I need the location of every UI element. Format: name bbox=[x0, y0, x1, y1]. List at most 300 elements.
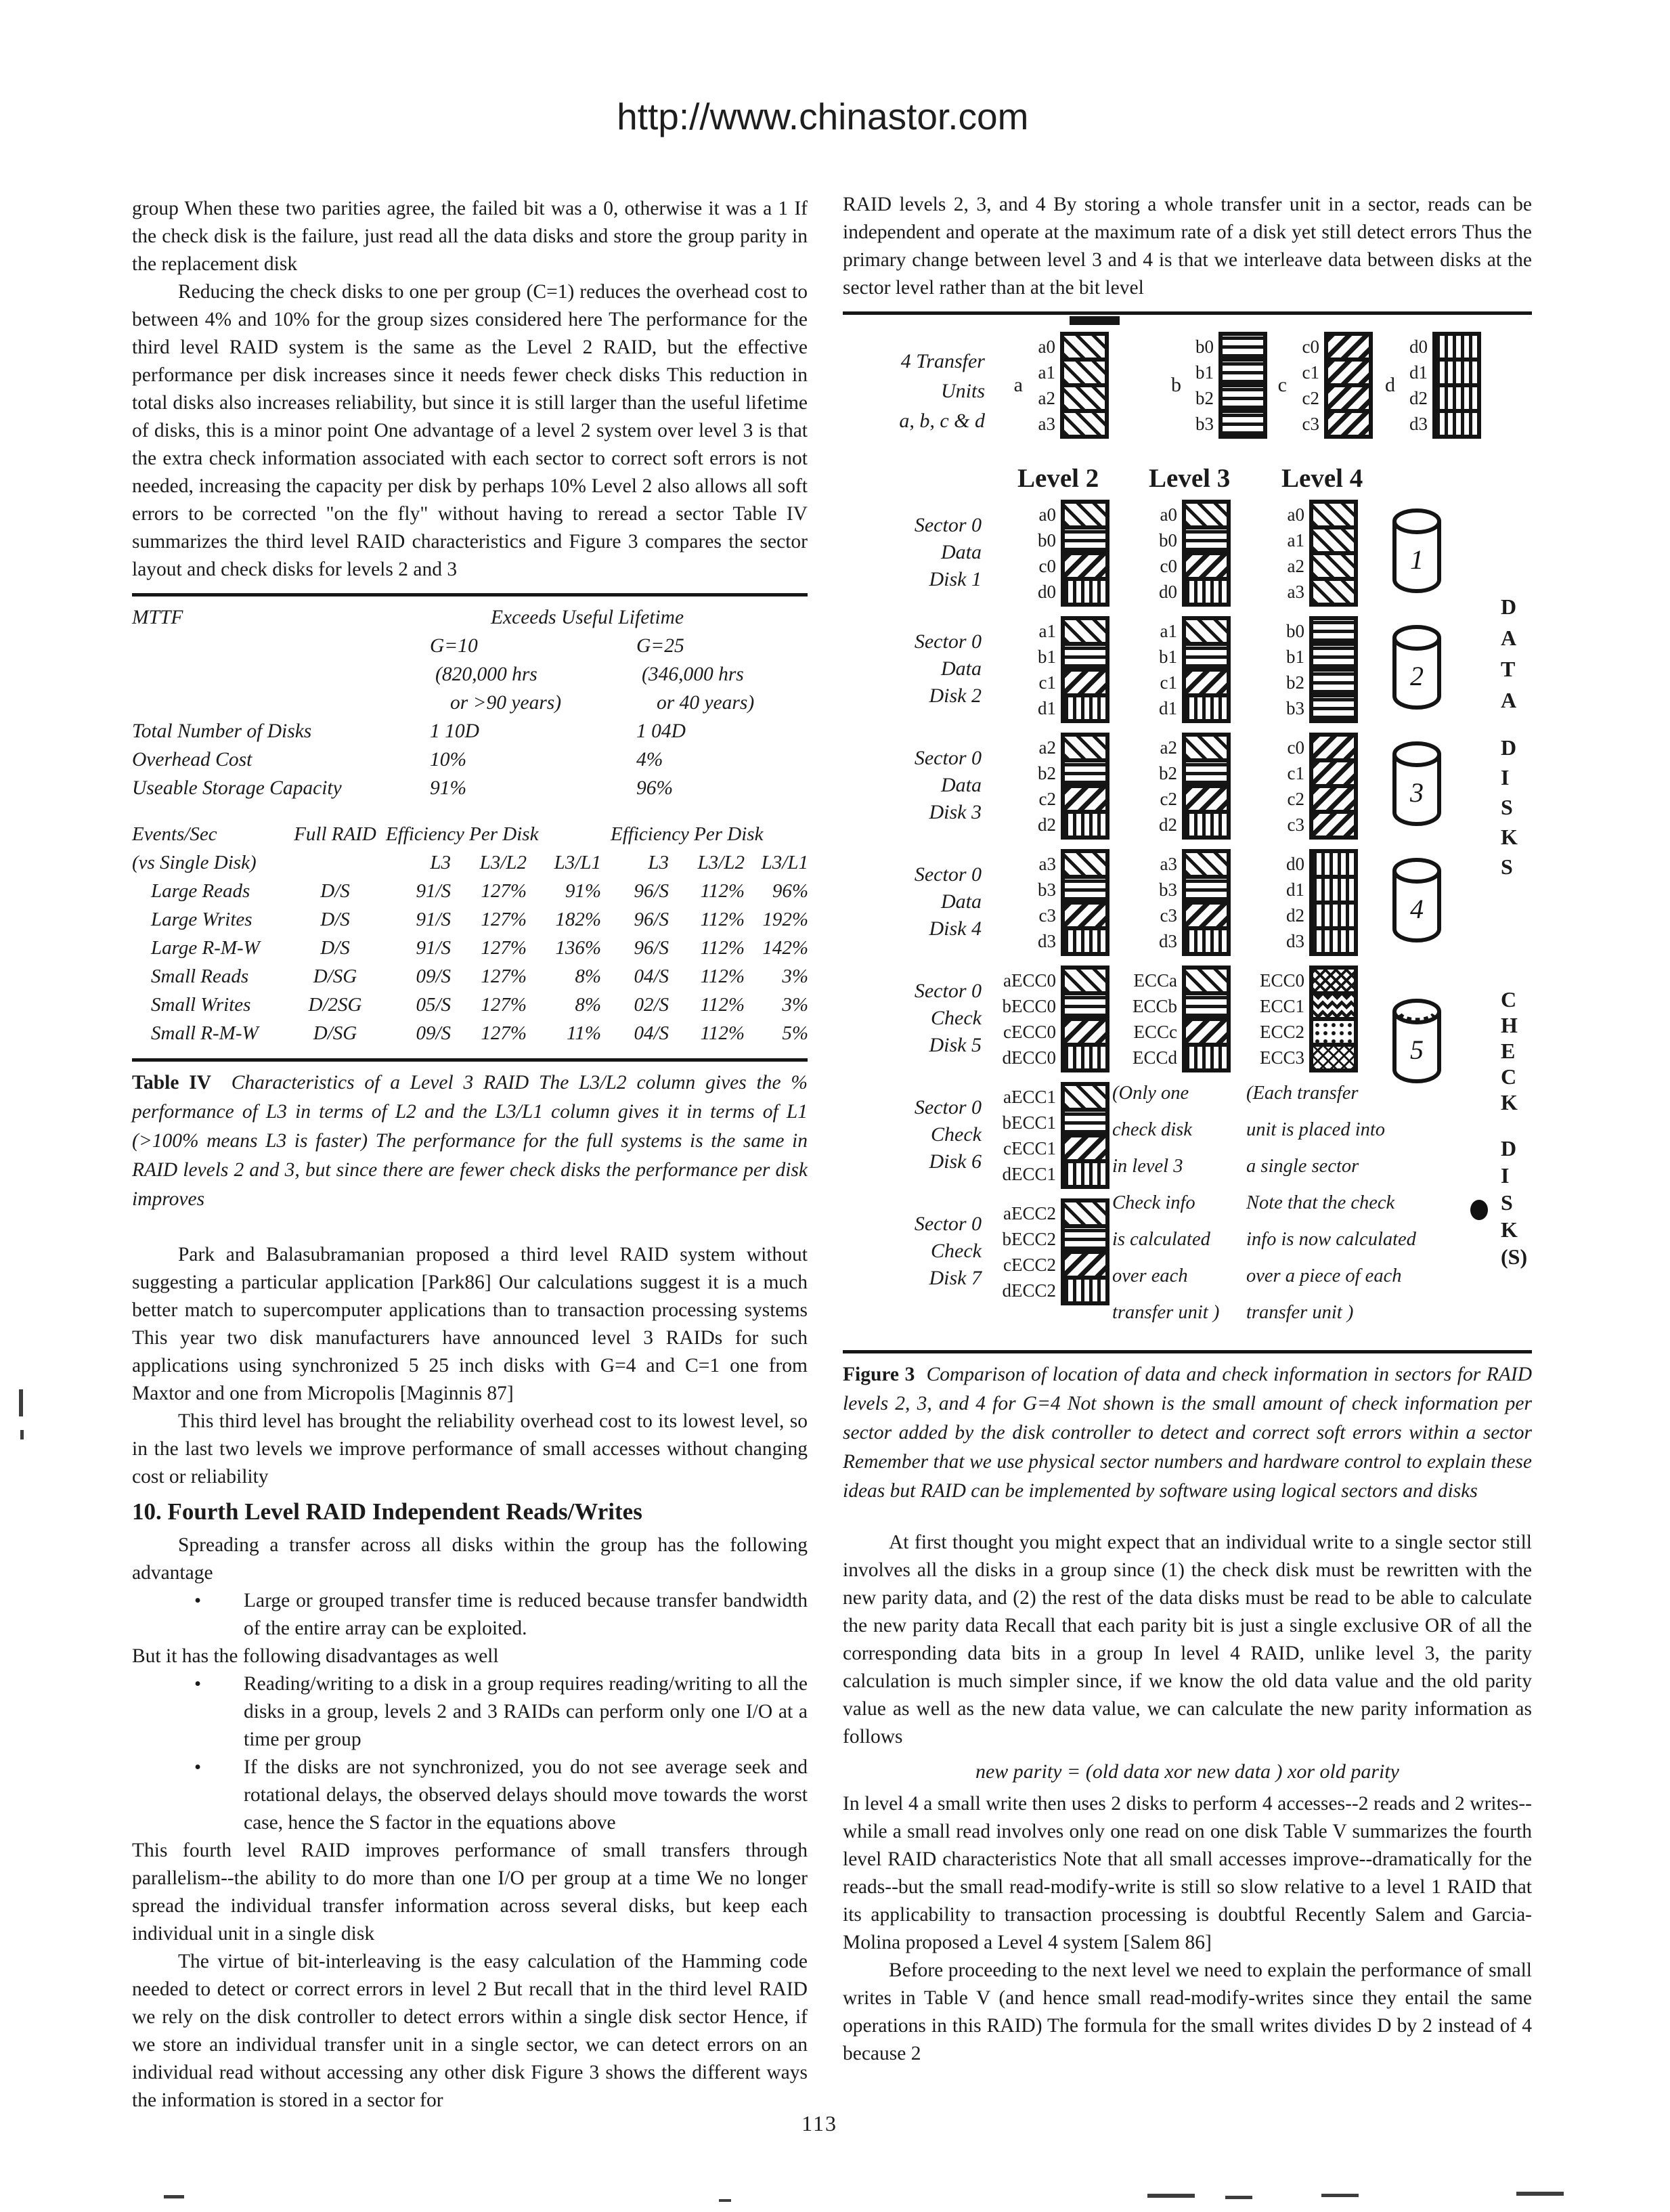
disk-cylinder-3 bbox=[1390, 739, 1444, 835]
sector-cell-label: b2 bbox=[1159, 762, 1177, 783]
transfer-units-diagram bbox=[843, 329, 1532, 463]
header-url: http://www.chinastor.com bbox=[617, 95, 1029, 137]
event-value: D/S bbox=[320, 880, 350, 902]
event-value: 91/S bbox=[416, 937, 451, 959]
table-iv-events-row bbox=[132, 934, 808, 962]
event-value: 112% bbox=[700, 880, 745, 902]
sector-cell-label: c2 bbox=[1287, 788, 1304, 809]
sector-cell-label: b1 bbox=[1159, 646, 1177, 667]
row-label-line: Sector 0 bbox=[914, 630, 982, 653]
transfer-stack-d bbox=[1399, 332, 1481, 439]
bullet-item bbox=[132, 1670, 808, 1754]
paragraph: This third level has brought the reliability overhead cost to its lowest level, so in the last two levels we improve performance of small accesses without changing cost or reliability bbox=[132, 1410, 808, 1488]
sector-cell-label: bECC2 bbox=[1002, 1228, 1056, 1249]
bullet-text: Large or grouped transfer time is reduced because transfer bandwidth of the entire array can be exploited. bbox=[244, 1590, 808, 1639]
table-iv-events-row bbox=[132, 905, 808, 934]
level3-stack bbox=[1115, 733, 1231, 840]
disks-label-letter: I bbox=[1501, 765, 1510, 789]
disks-label-letter: S bbox=[1501, 795, 1513, 819]
sector-cell-label: c3 bbox=[1038, 905, 1056, 926]
transfer-unit-group-b bbox=[1162, 332, 1267, 439]
check-label-letter: K bbox=[1501, 1090, 1518, 1114]
level3-stack bbox=[1115, 500, 1231, 607]
event-value: 127% bbox=[481, 1022, 527, 1044]
sector-cell-b3 bbox=[1309, 693, 1358, 723]
scan-artifact bbox=[1516, 2192, 1564, 2196]
row-label-line: Check bbox=[931, 1123, 982, 1146]
level2-stack bbox=[988, 616, 1109, 723]
sector-cell-label: ECC3 bbox=[1259, 1047, 1304, 1068]
event-value: 96/S bbox=[634, 909, 669, 930]
row-label-line: Sector 0 bbox=[914, 980, 982, 1002]
sector-cell-label: ECC2 bbox=[1259, 1021, 1304, 1042]
annotation-line: check disk bbox=[1112, 1119, 1192, 1140]
row-label-line: Sector 0 bbox=[914, 1096, 982, 1119]
bullet-item bbox=[132, 1754, 808, 1837]
event-value: 05/S bbox=[416, 994, 451, 1016]
events-rows bbox=[132, 877, 808, 1047]
sector-cell-label: c0 bbox=[1302, 336, 1319, 357]
data-label-letter: T bbox=[1501, 657, 1516, 681]
subcol: L3/L2 bbox=[697, 852, 745, 873]
figure-rule bbox=[843, 1350, 1532, 1353]
level-headers bbox=[843, 463, 1532, 500]
sector-cell-label: d2 bbox=[1159, 814, 1177, 835]
event-label: Large R-M-W bbox=[151, 937, 260, 959]
sector-cell-label: b2 bbox=[1038, 762, 1056, 783]
efficiency-header: Efficiency Per Disk bbox=[386, 823, 539, 845]
paragraph: group When these two parities agree, the failed bit was a 0, otherwise it was a 1 If the check disk is the failure, just read all the data disks and store the group parity in the replacement disk bbox=[132, 198, 808, 275]
label-line: 4 Transfer bbox=[900, 350, 985, 372]
event-value: 136% bbox=[555, 937, 601, 959]
row-label bbox=[843, 628, 982, 710]
sector-cell-pair bbox=[1115, 810, 1231, 840]
sector-cell-label: b2 bbox=[1286, 672, 1304, 693]
row-label bbox=[843, 861, 982, 942]
sector-cell-pair bbox=[988, 1043, 1109, 1072]
sector-cell-label: b2 bbox=[1195, 387, 1214, 408]
level-4-header: Level 4 bbox=[1281, 464, 1363, 493]
scan-artifact bbox=[719, 2199, 731, 2202]
svg-text:3: 3 bbox=[1410, 777, 1424, 808]
parity-formula: new parity = (old data xor new data ) xor old parity bbox=[975, 1760, 1399, 1783]
disks-label-letter: S bbox=[1501, 854, 1513, 879]
mttf-g10-years: or >90 years) bbox=[450, 692, 562, 714]
sector-cell-label: a0 bbox=[1287, 504, 1304, 525]
sector-cell-d1 bbox=[1182, 693, 1231, 723]
sector-cell-label: b1 bbox=[1286, 646, 1304, 667]
sector-cell-label: b3 bbox=[1038, 879, 1056, 900]
paragraph: Before proceeding to the next level we need to explain the performance of small writes in Table V (and hence small read-modify-writes since they entail the same operations in this RAID) The formula for the small writes divides D by 2 instead of 4 because 2 bbox=[843, 1959, 1532, 2064]
scan-artifact bbox=[20, 1430, 24, 1439]
disks-label-letter: K bbox=[1501, 825, 1518, 849]
event-value: 09/S bbox=[416, 1022, 451, 1044]
section-heading: 10. Fourth Level RAID Independent Reads/Writes bbox=[132, 1498, 642, 1525]
paragraph: This fourth level RAID improves performance of small transfers through parallelism--the ability to do more than one I/O per group at a time We no longer spread the individual transfer information across several disks, but keep each individual unit in a single disk bbox=[132, 1840, 808, 1945]
event-value: 112% bbox=[700, 994, 745, 1016]
annotation-line: Check info bbox=[1112, 1192, 1195, 1213]
row-label-line: Data bbox=[941, 890, 982, 913]
event-value: 8% bbox=[575, 994, 601, 1016]
annotation-line: a single sector bbox=[1246, 1156, 1359, 1177]
sector-cell-d3 bbox=[1182, 926, 1231, 956]
sector-cell-label: d3 bbox=[1038, 930, 1056, 951]
row-label bbox=[843, 1094, 982, 1175]
table-iv-events-row bbox=[132, 877, 808, 905]
event-label: Large Writes bbox=[151, 909, 252, 930]
sector-cell-label: cECC2 bbox=[1003, 1254, 1056, 1275]
mttf-row-label: Total Number of Disks bbox=[132, 720, 312, 742]
scan-artifact bbox=[1470, 1200, 1488, 1220]
disks-label-letter: (S) bbox=[1501, 1244, 1528, 1269]
paragraph: In level 4 a small write then uses 2 disks to perform 4 accesses--2 reads and 2 writes--while a small read involves only one read on one disk Table V summarizes the fourth level RAID characteristics Note that all small accesses improve--dramatically for the reads--but the small read-modify-write is still so slow relative to a level 1 RAID that its applicability to transaction processing is doubtful Recently Salem and Garcia-Molina proposed a Level 4 system [Salem 86] bbox=[843, 1793, 1532, 1953]
data-label-letter: D bbox=[1501, 594, 1517, 619]
event-value: 91% bbox=[565, 880, 601, 902]
table-rule bbox=[132, 593, 808, 597]
annotation-line: info is now calculated bbox=[1246, 1229, 1416, 1250]
sector-cell-label: a2 bbox=[1287, 555, 1304, 576]
svg-text:5: 5 bbox=[1410, 1035, 1424, 1065]
sector-cell-pair bbox=[988, 810, 1109, 840]
sector-cell-label: d3 bbox=[1159, 930, 1177, 951]
sector-cell-c3 bbox=[1309, 810, 1358, 840]
event-value: 8% bbox=[575, 966, 601, 987]
annotation-line: Note that the check bbox=[1246, 1192, 1395, 1213]
level3-annotation bbox=[1112, 1075, 1251, 1331]
event-label: Small Reads bbox=[151, 966, 249, 987]
level2-stack bbox=[988, 1082, 1109, 1189]
mttf-table bbox=[132, 603, 808, 802]
sector-cell-label: b0 bbox=[1195, 336, 1214, 357]
table-iv-events-row bbox=[132, 962, 808, 991]
sector-cell-label: b1 bbox=[1038, 646, 1056, 667]
caption-label: Table IV bbox=[132, 1072, 212, 1093]
row-label-line: Disk 6 bbox=[929, 1150, 982, 1173]
paragraph: The virtue of bit-interleaving is the easy calculation of the Hamming code needed to detect or correct errors in level 2 But recall that in the third level RAID we rely on the disk controller to detect errors within a single disk sector Hence, if we store an individual transfer unit in a single sector, we can detect errors on an individual read without accessing any other disk Figure 3 shows the different ways the information is stored in a sector for bbox=[132, 1951, 808, 2111]
mttf-g25-hrs: (346,000 hrs bbox=[642, 664, 744, 685]
disks-label-letter: D bbox=[1501, 1136, 1517, 1161]
events-col-header: Events/Sec bbox=[132, 823, 217, 845]
level4-stack bbox=[1246, 966, 1358, 1072]
mttf-row-value: 1 10D bbox=[430, 720, 479, 742]
sector-cell-d3 bbox=[1432, 409, 1481, 439]
event-value: 96% bbox=[772, 880, 808, 902]
row-label-line: Disk 1 bbox=[929, 568, 982, 590]
disks-label-letter: K bbox=[1501, 1217, 1518, 1242]
level2-stack bbox=[988, 966, 1109, 1072]
svg-text:4: 4 bbox=[1410, 894, 1424, 924]
sector-cell-label: dECC2 bbox=[1002, 1280, 1056, 1301]
sector-cell-label: d1 bbox=[1159, 697, 1177, 718]
subcol: L3/L2 bbox=[479, 852, 527, 873]
mttf-header: Exceeds Useful Lifetime bbox=[491, 607, 684, 628]
sector-cell-pair bbox=[1246, 693, 1358, 723]
sector-cell-pair bbox=[1115, 577, 1231, 607]
event-value: 127% bbox=[481, 909, 527, 930]
disk-cylinder-4 bbox=[1390, 856, 1444, 951]
sector-cell-label: c3 bbox=[1160, 905, 1177, 926]
sector-cell-pair bbox=[988, 1159, 1109, 1189]
table-iv-events-row bbox=[132, 991, 808, 1019]
row-label-line: Disk 2 bbox=[929, 685, 982, 707]
sector-cell-label: a1 bbox=[1038, 620, 1056, 641]
sector-cell-label: c2 bbox=[1302, 387, 1319, 408]
mttf-row-value: 91% bbox=[430, 777, 467, 799]
event-value: D/S bbox=[320, 909, 350, 930]
figure-row-disk-4 bbox=[843, 849, 1532, 963]
sector-cell-pair bbox=[1246, 577, 1358, 607]
transfer-stack-b bbox=[1185, 332, 1267, 439]
sector-cell-label: d2 bbox=[1286, 905, 1304, 926]
sector-cell-label: ECCa bbox=[1133, 970, 1177, 991]
event-value: 112% bbox=[700, 909, 745, 930]
event-value: 91/S bbox=[416, 880, 451, 902]
level2-stack bbox=[988, 733, 1109, 840]
event-value: 11% bbox=[566, 1022, 601, 1044]
event-value: 182% bbox=[555, 909, 601, 930]
sector-cell-label: ECC0 bbox=[1259, 970, 1304, 991]
event-value: D/SG bbox=[313, 1022, 357, 1044]
row-label-line: Data bbox=[941, 774, 982, 796]
sector-cell-label: b3 bbox=[1286, 697, 1304, 718]
sector-cell-label: a2 bbox=[1038, 737, 1056, 758]
row-label-line: Disk 5 bbox=[929, 1034, 982, 1056]
disks-label-letter: D bbox=[1501, 735, 1517, 760]
event-value: 5% bbox=[782, 1022, 808, 1044]
paragraph: At first thought you might expect that an individual write to a single sector still involves all the disks in a group since (1) the check disk must be rewritten with the new parity data, and (2) the rest of the data disks must be read to be able to calculate the new parity data Recall that each parity bit is just a single exclusive OR of all the corresponding data bits in a group In level 4 RAID, unlike level 3, the parity calculation is much simpler since, if we know the old data value and the old parity value as well as the new data value, we can calculate the new parity information as follows bbox=[843, 1532, 1532, 1748]
row-label-line: Data bbox=[941, 541, 982, 563]
event-value: 127% bbox=[481, 880, 527, 902]
sector-cell-label: c0 bbox=[1160, 555, 1177, 576]
subcol: L3 bbox=[430, 852, 451, 873]
row-label-line: Sector 0 bbox=[914, 1213, 982, 1235]
sector-cell-label: bECC0 bbox=[1002, 995, 1056, 1016]
caption-text: Comparison of location of data and check information in sectors for RAID levels 2, 3, and 4 for G=4 Not shown is the small amount of check information per sector added by the disk controller to detect and correct soft errors within a sector Remember that we use physical sector numbers and hardware control to explain these ideas but RAID can be implemented by software using logical sectors and disks bbox=[843, 1364, 1533, 1502]
bullet-item bbox=[132, 1587, 808, 1643]
level4-stack bbox=[1246, 849, 1358, 956]
sector-cell-label: a1 bbox=[1038, 362, 1055, 383]
sector-cell-label: c0 bbox=[1287, 737, 1304, 758]
mttf-g25: G=25 bbox=[636, 635, 684, 657]
event-value: 112% bbox=[700, 966, 745, 987]
sector-cell-label: a0 bbox=[1160, 504, 1177, 525]
annotation-line: over a piece of each bbox=[1246, 1265, 1402, 1286]
level-3-header: Level 3 bbox=[1149, 464, 1231, 493]
caption-text: Characteristics of a Level 3 RAID The L3/L2 column gives the % performance of L3 in terms of L2 and the L3/L1 column gives it in terms of L1 (>100% means L3 is faster) The performance for the full systems is the same in RAID levels 2 and 3, but since there are fewer check disks the performance per disk improves bbox=[132, 1072, 808, 1210]
sector-cell-d1 bbox=[1061, 693, 1109, 723]
paragraph: Reducing the check disks to one per group (C=1) reduces the overhead cost to between 4% and 10% for the group sizes considered here The performance for the third level RAID system is the same as the Level 2 RAID, but the effective performance per disk increases since it needs fewer check disks This reduction in total disks also increases reliability, but since it is still larger than the useful lifetime of disks, this is a minor point One advantage of a level 2 system over level 3 is that the extra check information associated with each sector to correct soft errors is not needed, increasing the capacity per disk by perhaps 10% Level 2 also allows all soft errors to be corrected "on the fly" without having to reread a sector Table IV summarizes the third level RAID characteristics and Figure 3 compares the sector layout and check disks for levels 2 and 3 bbox=[132, 281, 808, 580]
sector-cell-label: a1 bbox=[1160, 620, 1177, 641]
sector-cell-label: a2 bbox=[1160, 737, 1177, 758]
level4-stack bbox=[1246, 616, 1358, 723]
mttf-row-label: Useable Storage Capacity bbox=[132, 777, 342, 799]
sector-cell-label: dECC1 bbox=[1002, 1163, 1056, 1184]
sector-cell-label: c1 bbox=[1160, 672, 1177, 693]
event-value: 96/S bbox=[634, 937, 669, 959]
figure-row-disk-2 bbox=[843, 616, 1532, 730]
annotation-line: is calculated bbox=[1112, 1229, 1210, 1250]
sector-cell-pair bbox=[1115, 926, 1231, 956]
subcol: L3/L1 bbox=[761, 852, 808, 873]
row-label bbox=[843, 978, 982, 1059]
row-label-line: Disk 4 bbox=[929, 917, 982, 940]
sector-cell-d2 bbox=[1182, 810, 1231, 840]
transfer-stack-a bbox=[1027, 332, 1109, 439]
mttf-g10-hrs: (820,000 hrs bbox=[435, 664, 537, 685]
mttf-row-value: 96% bbox=[636, 777, 674, 799]
sector-cell-dECC2 bbox=[1061, 1276, 1109, 1305]
paragraph: Park and Balasubramanian proposed a third level RAID system without suggesting a particular application [Park86] Our calculations suggest it is a much better match to supercomputer applications than to transaction processing systems This year two disk manufacturers have announced level 3 RAIDs for such applications using synchronized 5 25 inch disks with G=4 and C=1 one from Maxtor and one from Micropolis [Maginnis 87] bbox=[132, 1244, 808, 1404]
sector-cell-a3 bbox=[1060, 409, 1109, 439]
row-label bbox=[843, 1211, 982, 1292]
mttf-row-value: 4% bbox=[636, 749, 663, 771]
sector-cell-d0 bbox=[1182, 577, 1231, 607]
disk-cylinder-2 bbox=[1390, 623, 1444, 718]
check-label-letter: C bbox=[1501, 987, 1517, 1012]
mttf-row-label: Overhead Cost bbox=[132, 749, 252, 771]
sector-cell-label: c1 bbox=[1287, 762, 1304, 783]
event-value: 09/S bbox=[416, 966, 451, 987]
sector-cell-label: b3 bbox=[1159, 879, 1177, 900]
sector-cell-label: aECC0 bbox=[1003, 970, 1056, 991]
check-label-letter: H bbox=[1501, 1013, 1518, 1037]
row-label bbox=[843, 512, 982, 593]
sector-cell-label: a3 bbox=[1038, 853, 1056, 874]
events-col-header: Full RAID bbox=[294, 823, 376, 845]
mttf-g10: G=10 bbox=[430, 635, 478, 657]
row-label-line: Sector 0 bbox=[914, 747, 982, 769]
event-value: 3% bbox=[782, 994, 808, 1016]
label-line: Units bbox=[940, 380, 985, 402]
check-label-letter: E bbox=[1501, 1039, 1516, 1063]
bullet-text: If the disks are not synchronized, you do not see average seek and rotational delays, the observed delays should move towards the worst case, hence the S factor in the equations above bbox=[244, 1756, 808, 1834]
sector-cell-label: d1 bbox=[1038, 697, 1056, 718]
event-label: Small R-M-W bbox=[151, 1022, 259, 1044]
sector-cell-label: cECC1 bbox=[1003, 1137, 1056, 1158]
sector-cell-label: d0 bbox=[1038, 581, 1056, 602]
sector-cell-label: d1 bbox=[1286, 879, 1304, 900]
event-value: 91/S bbox=[416, 909, 451, 930]
mttf-row-value: 10% bbox=[430, 749, 467, 771]
sector-cell-label: aECC1 bbox=[1003, 1086, 1056, 1107]
sector-cell-label: bECC1 bbox=[1002, 1112, 1056, 1133]
sector-cell-a3 bbox=[1309, 577, 1358, 607]
sector-cell-d0 bbox=[1061, 577, 1109, 607]
row-label-line: Disk 7 bbox=[929, 1267, 982, 1289]
events-subheader: (vs Single Disk) bbox=[132, 852, 257, 873]
data-label-letter: A bbox=[1501, 688, 1517, 712]
level3-stack bbox=[1115, 616, 1231, 723]
scan-artifact bbox=[19, 1389, 23, 1416]
sector-cell-b3 bbox=[1218, 409, 1267, 439]
subcol: L3 bbox=[648, 852, 669, 873]
annotation-line: (Each transfer bbox=[1246, 1083, 1359, 1104]
annotation-line: unit is placed into bbox=[1246, 1119, 1386, 1140]
transfer-unit-group-c bbox=[1268, 332, 1373, 439]
transfer-stack-c bbox=[1291, 332, 1373, 439]
row-label bbox=[843, 745, 982, 826]
label-line: a, b, c & d bbox=[899, 410, 985, 432]
level4-annotation bbox=[1246, 1075, 1463, 1331]
sector-cell-label: c2 bbox=[1160, 788, 1177, 809]
disk-cylinder-1 bbox=[1390, 506, 1444, 602]
event-value: D/S bbox=[320, 937, 350, 959]
svg-text:1: 1 bbox=[1410, 544, 1424, 575]
figure-row-disk-5 bbox=[843, 966, 1532, 1079]
sector-cell-dECC0 bbox=[1061, 1043, 1109, 1072]
event-value: 112% bbox=[700, 937, 745, 959]
event-value: 127% bbox=[481, 966, 527, 987]
caption-label: Figure 3 bbox=[843, 1364, 915, 1385]
sector-cell-label: d1 bbox=[1409, 362, 1428, 383]
sector-cell-label: c1 bbox=[1302, 362, 1319, 383]
event-value: 192% bbox=[762, 909, 808, 930]
efficiency-header: Efficiency Per Disk bbox=[611, 823, 764, 845]
scan-artifact bbox=[1321, 2194, 1359, 2197]
mttf-label: MTTF bbox=[132, 607, 183, 628]
event-value: 04/S bbox=[634, 966, 669, 987]
level2-stack bbox=[988, 849, 1109, 956]
sector-cell-label: b0 bbox=[1286, 620, 1304, 641]
sector-cell-d2 bbox=[1061, 810, 1109, 840]
event-value: 3% bbox=[782, 966, 808, 987]
table-iv-caption bbox=[132, 1068, 808, 1214]
scan-artifact bbox=[1225, 2196, 1252, 2199]
scan-artifact bbox=[1147, 2194, 1195, 2198]
sector-cell-dECC1 bbox=[1061, 1159, 1109, 1189]
sector-cell-label: b0 bbox=[1159, 529, 1177, 550]
row-label-line: Sector 0 bbox=[914, 863, 982, 886]
figure-anchor-bar bbox=[1070, 316, 1120, 325]
sector-cell-label: ECCd bbox=[1132, 1047, 1177, 1068]
left-column bbox=[132, 195, 808, 2115]
event-value: 02/S bbox=[634, 994, 669, 1016]
table-iv-events-row bbox=[132, 1019, 808, 1047]
annotation-line: in level 3 bbox=[1112, 1156, 1183, 1177]
sector-cell-label: cECC0 bbox=[1003, 1021, 1056, 1042]
sector-cell-label: d2 bbox=[1409, 387, 1428, 408]
sector-cell-label: dECC0 bbox=[1002, 1047, 1056, 1068]
check-label-letter: C bbox=[1501, 1064, 1517, 1089]
level2-stack bbox=[988, 1198, 1109, 1305]
table-iv bbox=[132, 593, 808, 1214]
sector-cell-label: ECCb bbox=[1132, 995, 1177, 1016]
level-2-header: Level 2 bbox=[1017, 464, 1099, 493]
annotation-line: transfer unit ) bbox=[1246, 1302, 1354, 1323]
group-letter: d bbox=[1385, 374, 1395, 396]
row-label-line: Disk 3 bbox=[929, 801, 982, 823]
sector-cell-pair bbox=[988, 693, 1109, 723]
annotation-line: (Only one bbox=[1112, 1083, 1189, 1104]
sector-cell-ECC3 bbox=[1309, 1043, 1358, 1072]
sector-cell-label: b1 bbox=[1195, 362, 1214, 383]
table-rule bbox=[132, 1058, 808, 1062]
event-value: 112% bbox=[700, 1022, 745, 1044]
sector-cell-label: d3 bbox=[1286, 930, 1304, 951]
subcol: L3/L1 bbox=[554, 852, 601, 873]
sector-cell-label: ECC1 bbox=[1259, 995, 1304, 1016]
sector-cell-label: aECC2 bbox=[1003, 1202, 1056, 1223]
right-column bbox=[843, 191, 1532, 2068]
figure-3-caption bbox=[843, 1360, 1532, 1506]
sector-cell-pair bbox=[1291, 409, 1373, 439]
svg-text:2: 2 bbox=[1410, 661, 1424, 691]
paragraph: RAID levels 2, 3, and 4 By storing a whole transfer unit in a sector, reads can be independent and operate at the maximum rate of a disk yet still detect errors Thus the primary change between level 3 and 4 is that we interleave data between disks at the sector level rather than at the bit level bbox=[843, 194, 1532, 299]
level2-stack bbox=[988, 500, 1109, 607]
sector-cell-d3 bbox=[1309, 926, 1358, 956]
sector-cell-label: a0 bbox=[1038, 504, 1056, 525]
event-value: D/2SG bbox=[308, 994, 362, 1016]
